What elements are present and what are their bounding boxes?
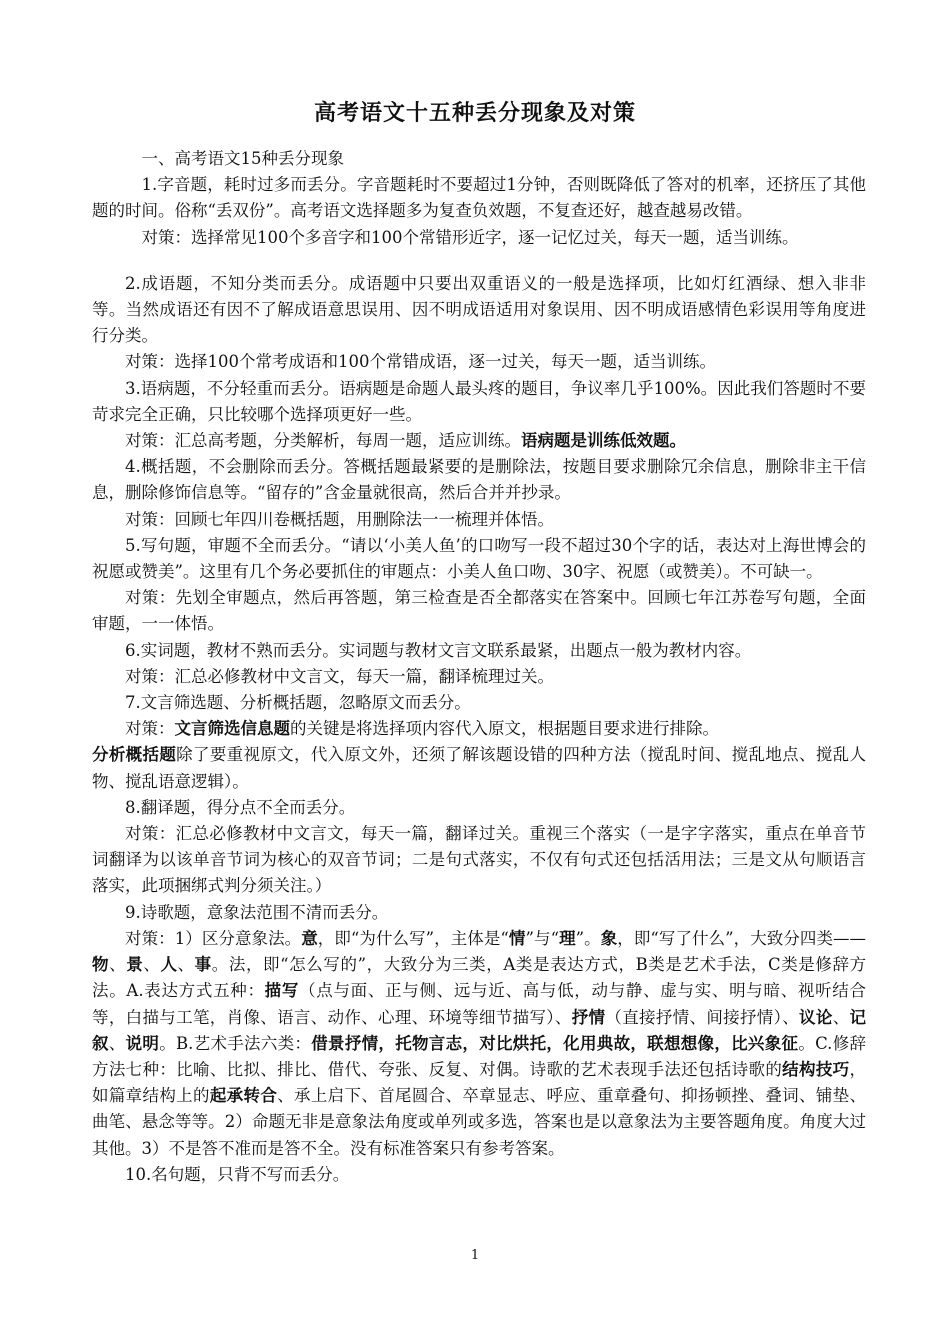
text-run: 对策：汇总高考题，分类解析，每周一题，适应训练。 [125, 431, 521, 451]
paragraph [92, 821, 866, 900]
paragraph [92, 533, 866, 585]
paragraph [92, 795, 866, 821]
paragraph [92, 376, 866, 428]
text-run: ，即“为什么写”，主体是“ [317, 928, 509, 948]
text-run: 除了要重视原文，代入原文外，还须了解该题设错的四种方法（搅乱时间、搅乱地点、搅乱人物、搅乱语意逻辑）。 [92, 745, 867, 791]
paragraph [92, 900, 866, 926]
paragraph [92, 716, 866, 742]
text-run: ”。 [575, 928, 601, 948]
paragraph [92, 742, 866, 794]
text-run: 。法，即“怎么写的”，大致分为三类，A类是表达方式，B类是艺术手法，C类是修辞方法。A.表达方式五种： [92, 955, 867, 1001]
text-run: 一、高考语文15种丢分现象 [141, 149, 344, 168]
text-run: 、 [143, 955, 161, 975]
bold-text: 描写 [264, 981, 300, 1001]
bold-text: 意 [301, 928, 318, 948]
bold-text: 人 [160, 955, 178, 975]
text-run: 对策：选择常见100个多音字和100个常错形近字，逐一记忆过关，每天一题，适当训练。 [141, 227, 799, 247]
paragraph [92, 146, 866, 172]
text-run: 。C.修辞方法七种：比喻、比拟、排比、借代、夸张、反复、对偶。诗歌的艺术表现手法还包括诗歌的 [92, 1033, 866, 1079]
text-run: ，如篇章结构上的 [92, 1059, 867, 1106]
paragraph [92, 271, 866, 350]
bold-text: 抒情 [571, 1007, 606, 1027]
bold-text: 借景抒情，托物言志，对比烘托，化用典故，联想想像，比兴象征 [311, 1033, 799, 1053]
bold-text: 事 [194, 955, 212, 975]
bold-text: 语病题是训练低效题。 [521, 431, 686, 451]
paragraph [92, 428, 866, 454]
paragraph [92, 225, 866, 251]
text-run: 8.翻译题，得分点不全而丢分。 [125, 797, 356, 817]
bold-text: 分析概括题 [92, 745, 177, 765]
text-run: ”与“ [525, 928, 559, 948]
paragraph [92, 664, 866, 690]
bold-text: 象 [600, 928, 618, 948]
paragraph [92, 585, 866, 637]
text-run: 对策：汇总必修教材中文言文，每天一篇，翻译过关。重视三个落实（一是字字落实，重点在单音节词翻译为以该单音节词为核心的双音节词；二是句式落实，不仅有句式还包括活用法；三是文从句顺语言落实，此项捆绑式判分须关注。） [92, 824, 866, 896]
paragraph [92, 454, 866, 506]
text-run: （直接抒情、间接抒情）、 [605, 1007, 800, 1027]
text-run: 、 [109, 955, 127, 975]
text-run: 1.字音题，耗时过多而丢分。字音题耗时不要超过1分钟，否则既降低了答对的机率，还挤压了其他题的时间。俗称“丢双份”。高考语文选择题多为复查负效题，不复查还好，越查越易改错。 [92, 175, 866, 221]
bold-text: 起承转合 [209, 1086, 278, 1106]
text-run: 、 [832, 1007, 850, 1027]
paragraph [92, 926, 866, 1162]
bold-text: 文言筛选信息题 [174, 719, 290, 739]
text-run: 的关键是将选择项内容代入原文，根据题目要求进行排除。 [290, 719, 719, 739]
bold-text: 结构技巧 [782, 1059, 850, 1079]
bold-text: 说明 [125, 1033, 160, 1053]
paragraph [92, 349, 866, 375]
text-run: 9.诗歌题，意象法范围不清而丢分。 [125, 902, 389, 922]
text-run: （点与面、正与侧、远与近、高与低，动与静、虚与实、明与暗、视听结合等，白描与工笔，肖像、语言、动作、心理、环境等细节描写）、 [92, 981, 866, 1027]
text-run: 、 [108, 1033, 126, 1053]
document-body [92, 146, 866, 1188]
paragraph-gap [92, 251, 866, 271]
text-run: 对策：汇总必修教材中文言文，每天一篇，翻译梳理过关。 [125, 666, 554, 686]
bold-text: 景 [126, 955, 144, 975]
text-run: 5.写句题，审题不全而丢分。“请以‘小美人鱼’的口吻写一段不超过30个字的话，表达对上海世博会的祝愿或赞美”。这里有几个务必要抓住的审题点：小美人鱼口吻、30字、祝愿（或赞美）。不可缺一。 [92, 535, 866, 582]
text-run: 对策： [125, 719, 175, 739]
bold-text: 议论 [799, 1007, 833, 1027]
bold-text: 记叙 [92, 1007, 867, 1053]
bold-text: 理 [559, 928, 576, 948]
text-run: 。B.艺术手法六类： [159, 1033, 312, 1053]
text-run: 对策：选择100个常考成语和100个常错成语，逐一过关，每天一题，适当训练。 [125, 352, 716, 372]
bold-text: 物 [92, 955, 110, 975]
paragraph [92, 172, 866, 224]
text-run: 3.语病题，不分轻重而丢分。语病题是命题人最头疼的题目，争议率几乎100%。因此我们答题时不要苛求完全正确，只比较哪个选择项更好一些。 [92, 378, 866, 424]
text-run: 、 [177, 955, 195, 975]
text-run: 7.文言筛选题、分析概括题，忽略原文而丢分。 [125, 693, 471, 713]
text-run: 对策：1）区分意象法。 [125, 928, 302, 948]
text-run: 对策：回顾七年四川卷概括题，用删除法一一梳理并体悟。 [125, 509, 554, 529]
paragraph [92, 507, 866, 533]
text-run: 、承上启下、首尾圆合、卒章显志、呼应、重章叠句、抑扬顿挫、叠词、铺垫、曲笔、悬念等等。2）命题无非是意象法角度或单列或多选，答案也是以意象法为主要答题角度。角度大过其他。3）不是答不准而是答不全。没有标准答案只有参考答案。 [92, 1086, 867, 1158]
text-run: 4.概括题，不会删除而丢分。答概括题最紧要的是删除法，按题目要求删除冗余信息，删除非主干信息，删除修饰信息等。“留存的”含金量就很高，然后合并并抄录。 [92, 457, 866, 503]
bold-text: 情 [508, 928, 526, 948]
text-run: 对策：先划全审题点，然后再答题，第三检查是否全都落实在答案中。回顾七年江苏卷写句题，全面审题，一一体悟。 [92, 588, 866, 634]
text-run: 6.实词题，教材不熟而丢分。实词题与教材文言文联系最紧，出题点一般为教材内容。 [125, 640, 752, 660]
text-run: 10.名句题，只背不写而丢分。 [125, 1164, 350, 1184]
paragraph [92, 690, 866, 716]
page-number: 1 [470, 1248, 480, 1263]
paragraph [92, 1162, 866, 1188]
text-run: 2.成语题，不知分类而丢分。成语题中只要出双重语义的一般是选择项，比如灯红酒绿、想入非非等。当然成语还有因不了解成语意思误用、因不明成语适用对象误用、因不明成语感情色彩误用等角度进行分类。 [92, 273, 866, 346]
text-run: ，即“写了什么”，大致分四类—— [617, 928, 867, 948]
paragraph [92, 638, 866, 664]
page-title: 高考语文十五种丢分现象及对策 [313, 100, 636, 126]
